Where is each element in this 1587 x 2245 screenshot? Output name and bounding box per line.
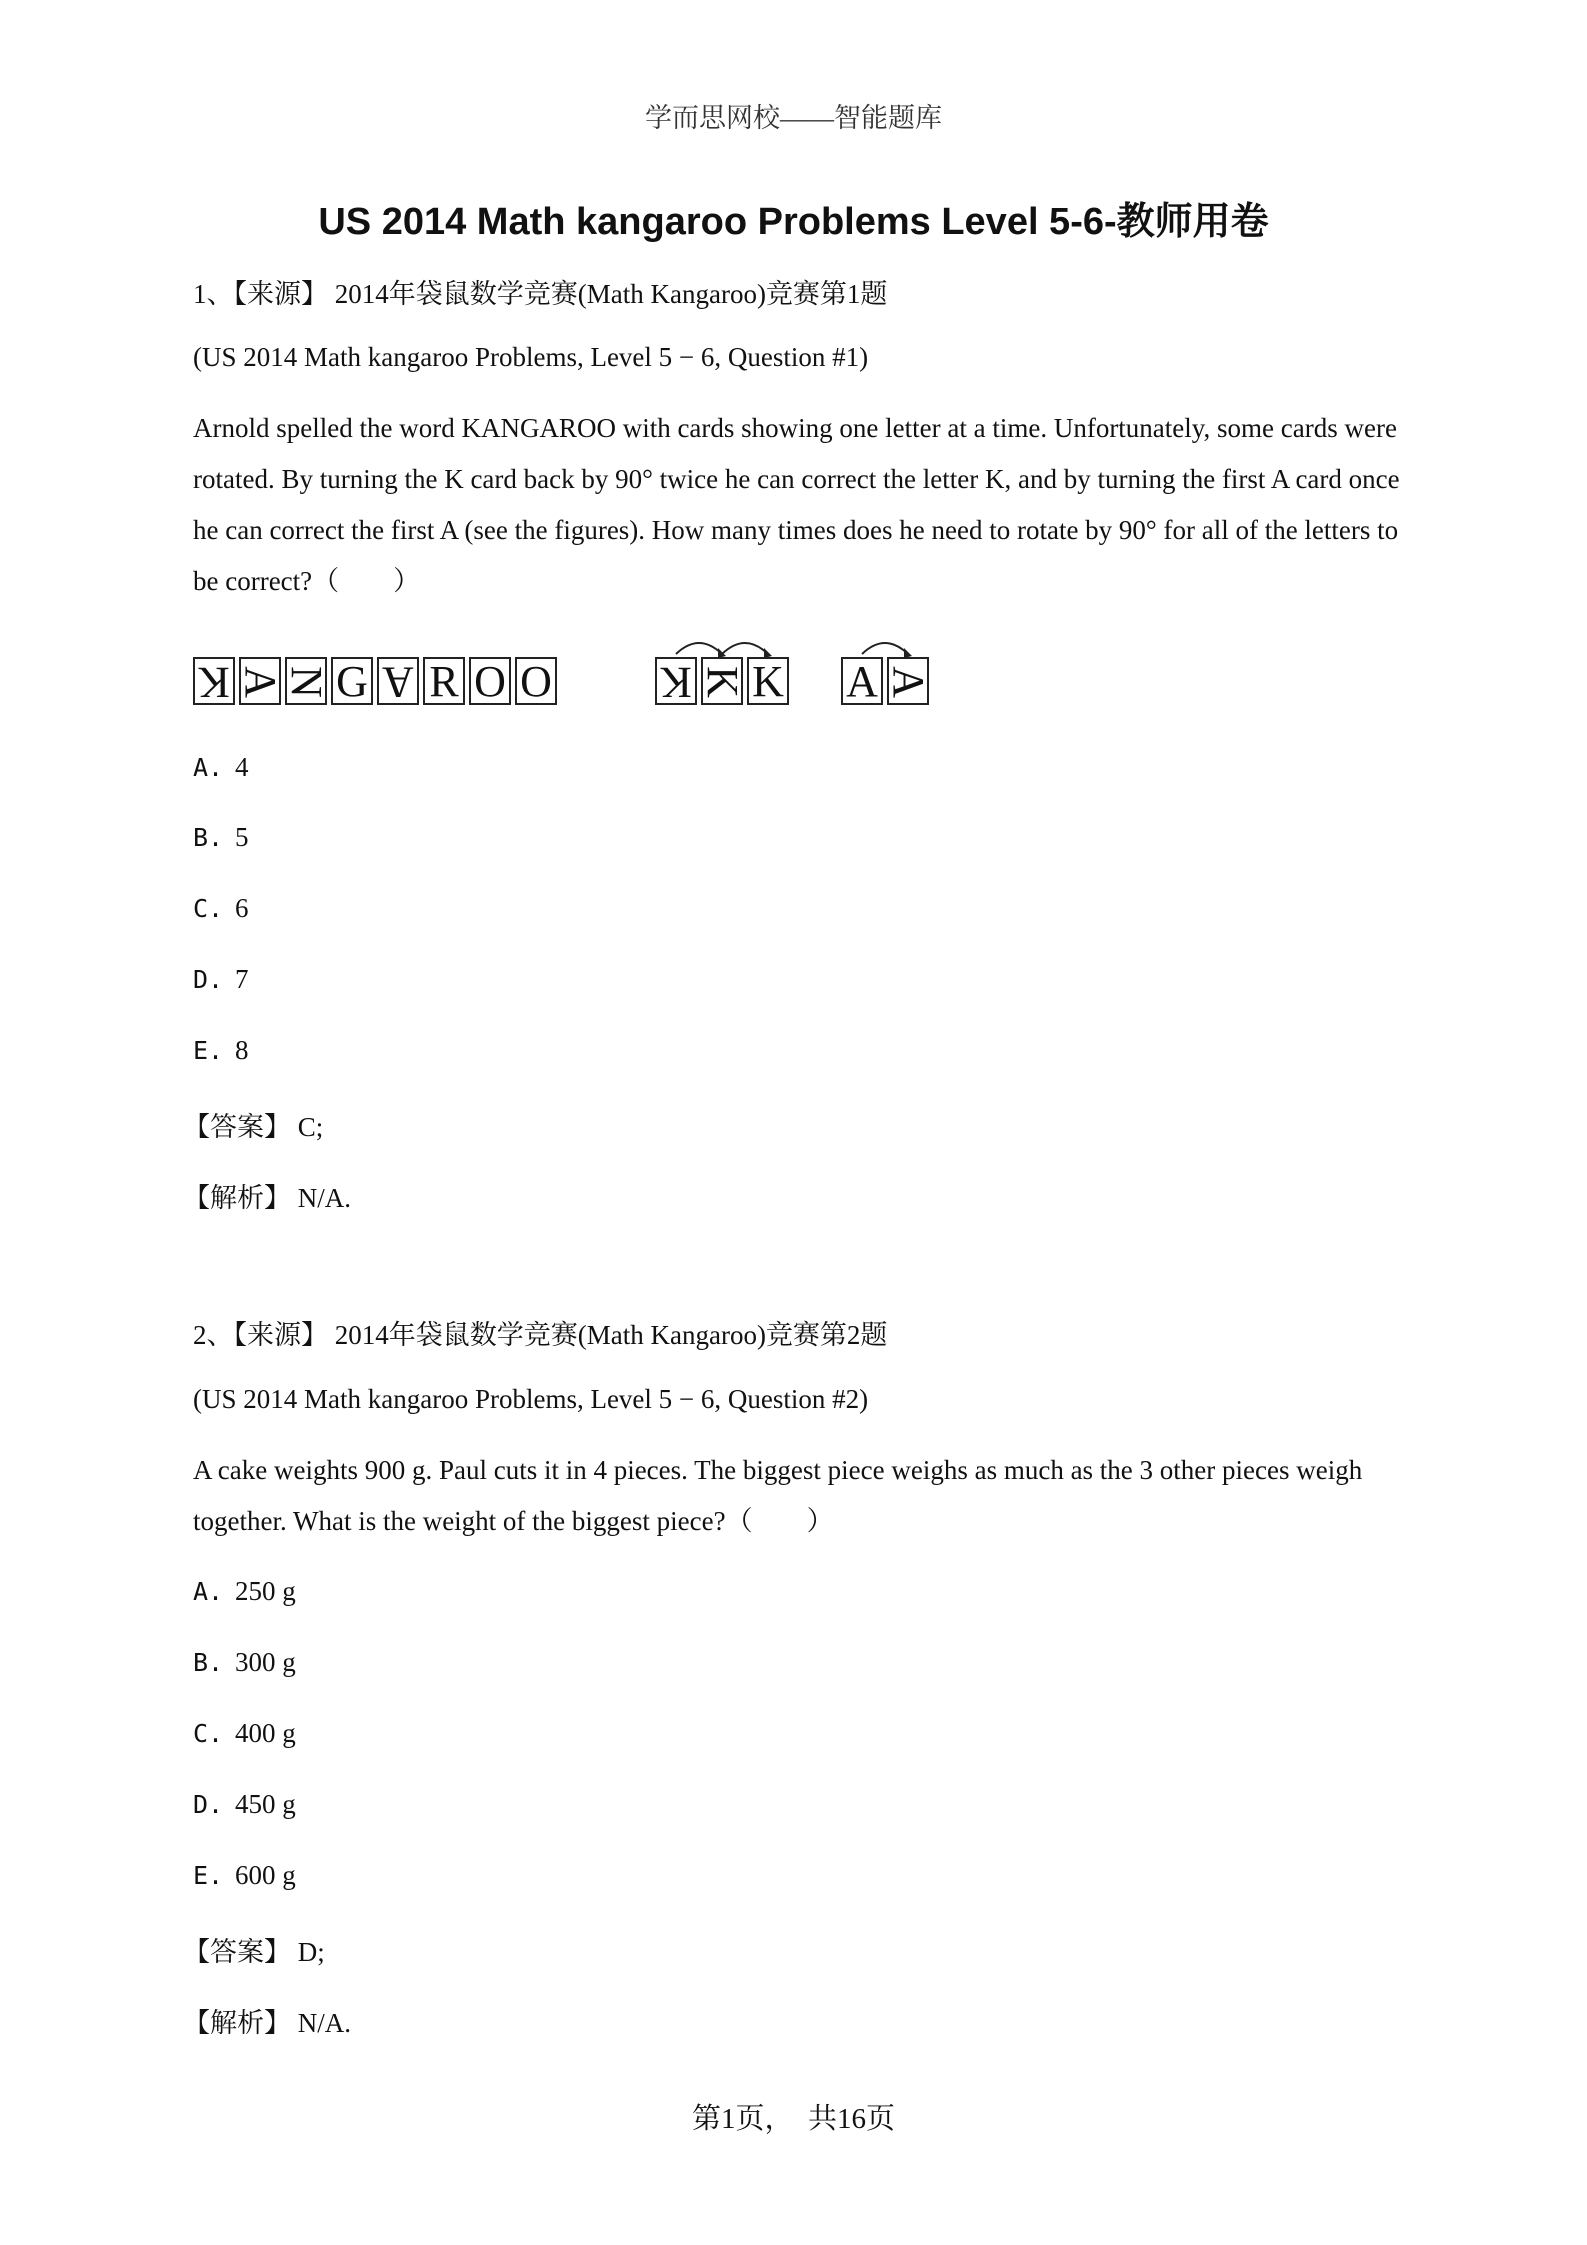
- q1-option: D. 7: [193, 964, 249, 994]
- rotation-arrows: [190, 632, 950, 662]
- page-header: 学而思网校——智能题库: [645, 103, 942, 133]
- q2-text: A cake weights 900 g. Paul cuts it in 4 pieces. The biggest piece weighs as much as the 3 other pieces weigh together. What is the weight of the biggest piece?（ ）: [193, 1455, 1363, 1536]
- letter-card: K: [193, 657, 235, 705]
- k-step-card: K: [747, 657, 789, 705]
- q2-option: B. 300 g: [193, 1647, 296, 1677]
- q2-option: C. 400 g: [193, 1718, 296, 1748]
- q1-analysis: 【解析】 N/A.: [183, 1183, 351, 1213]
- letter-card: O: [515, 657, 557, 705]
- letter-card: N: [285, 657, 327, 705]
- rotation-arrow-icon: [862, 643, 908, 654]
- letter-card: A: [239, 657, 281, 705]
- q1-option: C. 6: [193, 893, 249, 923]
- page-footer: 第1页， 共16页: [691, 2103, 895, 2135]
- q2-source: 2、【来源】 2014年袋鼠数学竞赛(Math Kangaroo)竞赛第2题: [193, 1320, 888, 1350]
- q1-option: B. 5: [193, 822, 249, 852]
- q2-answer: 【答案】 D;: [183, 1937, 325, 1967]
- a-step-card: A: [887, 657, 929, 705]
- q1-text: Arnold spelled the word KANGAROO with cards showing one letter at a time. Unfortunately, some cards were rotated. By turning the K card back by 90° twice he can correct the letter K, and by turning the first A card once he can correct the first A (see the figures). How many times does he need to rotate by 90° for all of the letters to be correct?（ ）: [193, 413, 1400, 596]
- q1-answer: 【答案】 C;: [183, 1112, 324, 1142]
- page-title: US 2014 Math kangaroo Problems Level 5-6-教师用卷: [318, 201, 1269, 243]
- q2-option: D. 450 g: [193, 1789, 296, 1819]
- kangaroo-cards-figure: [190, 640, 950, 720]
- letter-card: R: [423, 657, 465, 705]
- q2-analysis: 【解析】 N/A.: [183, 2008, 351, 2038]
- q2-reference: (US 2014 Math kangaroo Problems, Level 5 − 6, Question #2): [193, 1384, 869, 1414]
- q1-source: 1、【来源】 2014年袋鼠数学竞赛(Math Kangaroo)竞赛第1题: [193, 279, 888, 309]
- q2-option: E. 600 g: [193, 1860, 296, 1890]
- k-step-card: K: [701, 657, 743, 705]
- q1-option: A. 4: [193, 752, 249, 782]
- q1-option: E. 8: [193, 1035, 249, 1065]
- rotation-arrow-icon: [676, 643, 722, 654]
- letter-card: G: [331, 657, 373, 705]
- a-step-card: A: [841, 657, 883, 705]
- letter-card: A: [377, 657, 419, 705]
- letter-card: O: [469, 657, 511, 705]
- k-step-card: K: [655, 657, 697, 705]
- q2-option: A. 250 g: [193, 1576, 296, 1606]
- q1-reference: (US 2014 Math kangaroo Problems, Level 5 − 6, Question #1): [193, 342, 869, 372]
- rotation-arrow-icon: [722, 643, 768, 654]
